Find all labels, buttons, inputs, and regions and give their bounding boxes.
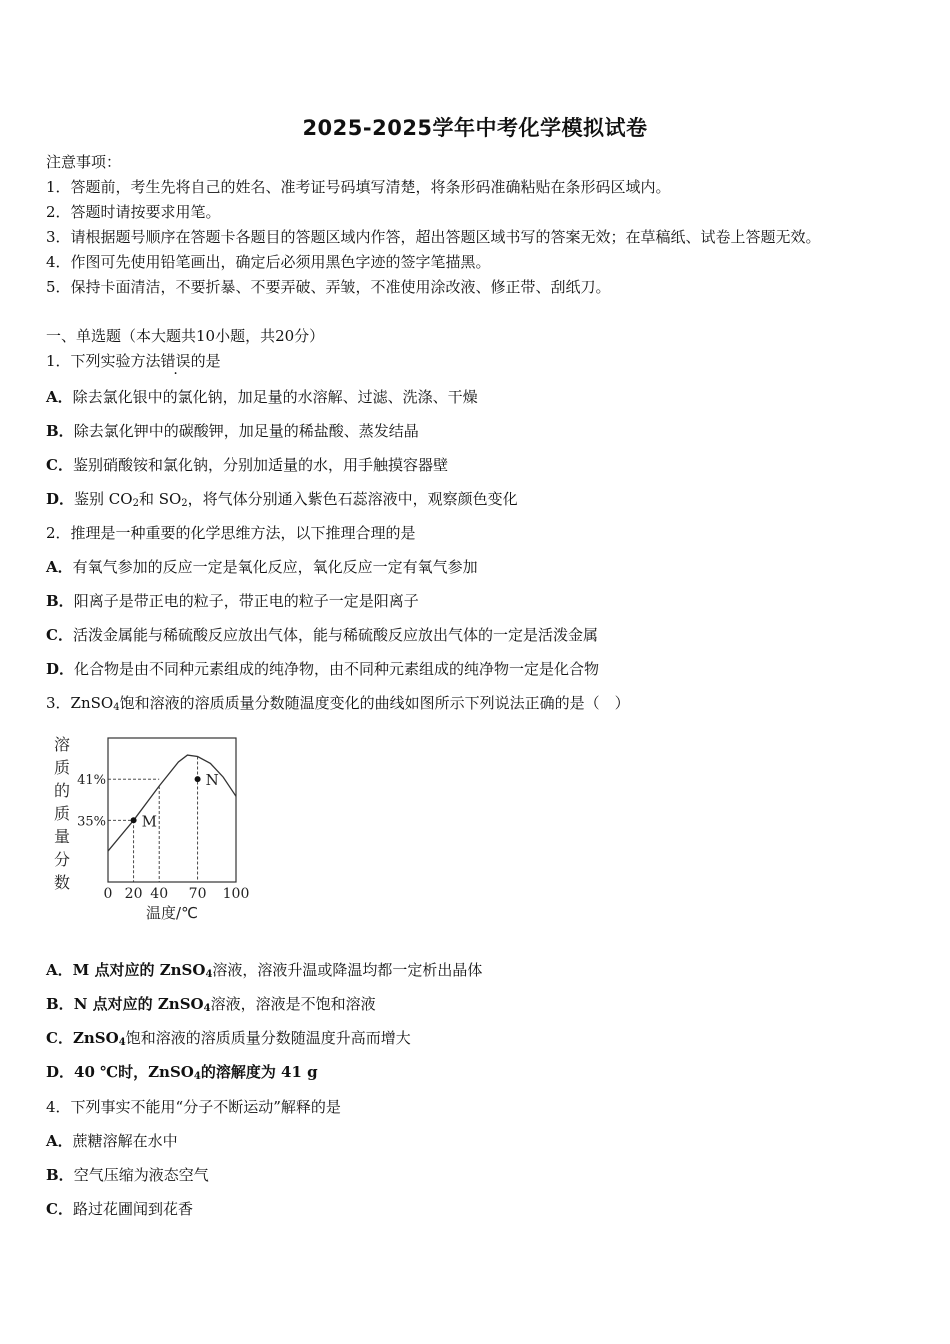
option-text: 活泼金属能与稀硫酸反应放出气体，能与稀硫酸反应放出气体的一定是活泼金属 xyxy=(72,626,598,644)
point-label: N xyxy=(205,771,219,790)
option-text: 阳离子是带正电的粒子，带正电的粒子一定是阳离子 xyxy=(73,592,419,610)
question-3-stem xyxy=(46,693,630,718)
subscript: 2 xyxy=(132,498,139,509)
option-letter: C． xyxy=(46,1200,73,1218)
q2-option-b[interactable] xyxy=(46,591,419,611)
y-axis-label-char: 溶 xyxy=(53,735,71,754)
q1-option-a[interactable] xyxy=(46,387,478,407)
notice-item: 5．保持卡面清洁，不要折暴、不要弄破、弄皱，不准使用涂改液、修正带、刮纸刀。 xyxy=(46,278,611,296)
q2-option-c[interactable] xyxy=(46,625,598,645)
q1-option-c[interactable] xyxy=(46,455,448,475)
subscript: 4 xyxy=(205,969,213,980)
x-tick-label: 40 xyxy=(150,886,169,902)
data-curve xyxy=(108,755,236,851)
q1-option-d[interactable] xyxy=(46,489,518,514)
y-tick-labels xyxy=(77,773,106,829)
notice-item: 2．答题时请按要求用笔。 xyxy=(46,203,221,221)
stem-text: 饱和溶液的溶质质量分数随温度变化的曲线如图所示下列说法正确的是（ ） xyxy=(119,694,630,712)
option-text: 的溶解度为 41 g xyxy=(200,1063,318,1081)
option-letter: B． xyxy=(46,1166,74,1184)
option-letter: A． xyxy=(46,558,73,576)
x-tick-labels xyxy=(104,886,250,902)
option-letter: C． xyxy=(46,626,73,644)
option-text: 蔗糖溶解在水中 xyxy=(72,1132,178,1150)
option-letter: C． xyxy=(46,456,73,474)
q3-option-c[interactable] xyxy=(46,1028,411,1053)
section-heading: 一、单选题（本大题共10小题，共20分） xyxy=(46,327,325,345)
option-text: N 点对应的 ZnSO xyxy=(73,995,204,1013)
option-letter: C． xyxy=(46,1029,73,1047)
option-text: 路过花圃闻到花香 xyxy=(72,1200,193,1218)
y-tick-label: 41% xyxy=(77,773,106,789)
x-tick-label: 70 xyxy=(188,886,207,902)
question-4-stem: 4．下列事实不能用“分子不断运动”解释的是 xyxy=(46,1098,341,1116)
subscript: 4 xyxy=(118,1037,126,1048)
point-m xyxy=(131,817,137,823)
option-text: ，将气体分别通入紫色石蕊溶液中，观察颜色变化 xyxy=(187,490,518,508)
notice-heading: 注意事项： xyxy=(46,153,122,171)
y-axis-label-char: 的 xyxy=(53,781,71,800)
q4-option-b[interactable] xyxy=(46,1165,209,1185)
y-axis-label-char: 量 xyxy=(53,827,71,846)
subscript: 4 xyxy=(193,1071,201,1082)
subscript: 4 xyxy=(203,1003,211,1014)
x-tick-label: 0 xyxy=(103,886,113,902)
option-text: ZnSO xyxy=(72,1029,119,1047)
option-text: 化合物是由不同种元素组成的纯净物，由不同种元素组成的纯净物一定是化合物 xyxy=(74,660,600,678)
option-letter: A． xyxy=(46,1132,73,1150)
x-axis-label: 温度/℃ xyxy=(146,904,198,922)
y-axis-label xyxy=(54,735,70,892)
notice-item: 3．请根据题号顺序在答题卡各题目的答题区域内作答，超出答题区域书写的答案无效；在草稿纸、试卷上答题无效。 xyxy=(46,228,821,246)
y-axis-label-char: 质 xyxy=(53,804,71,823)
q3-option-d[interactable] xyxy=(46,1062,318,1087)
plot-frame xyxy=(108,738,236,882)
subscript: 2 xyxy=(181,498,188,509)
solubility-chart xyxy=(48,730,258,930)
y-axis-label-char: 质 xyxy=(53,758,71,777)
y-axis-label-char: 分 xyxy=(53,850,71,869)
q1-option-b[interactable] xyxy=(46,421,419,441)
question-1-stem xyxy=(46,351,221,371)
option-text: 饱和溶液的溶质质量分数随温度升高而增大 xyxy=(125,1029,411,1047)
option-letter: D． xyxy=(46,490,75,508)
option-text: 有氧气参加的反应一定是氧化反应，氧化反应一定有氧气参加 xyxy=(72,558,478,576)
q2-option-d[interactable] xyxy=(46,659,599,679)
point-label: M xyxy=(141,812,157,831)
subscript: 4 xyxy=(113,702,120,713)
y-axis-label-char: 数 xyxy=(53,873,71,892)
stem-text: 的是 xyxy=(190,352,221,370)
notice-item: 4．作图可先使用铅笔画出，确定后必须用黑色字迹的签字笔描黑。 xyxy=(46,253,491,271)
option-letter: B． xyxy=(46,995,74,1013)
option-text: 和 SO xyxy=(138,490,182,508)
option-text: 40 ℃时，ZnSO xyxy=(74,1063,194,1081)
stem-text: 1．下列实验方法 xyxy=(46,352,161,370)
data-points xyxy=(131,771,219,830)
option-letter: D． xyxy=(46,660,75,678)
option-text: 除去氯化银中的氯化钠，加足量的水溶解、过滤、洗涤、干燥 xyxy=(72,388,478,406)
option-text: 鉴别 CO xyxy=(74,490,133,508)
x-tick-label: 100 xyxy=(222,886,250,902)
option-text: 鉴别硝酸铵和氯化钠，分别加适量的水，用手触摸容器壁 xyxy=(72,456,448,474)
option-letter: B． xyxy=(46,592,74,610)
option-text: 溶液，溶液升温或降温均都一定析出晶体 xyxy=(212,961,483,979)
option-letter: D． xyxy=(46,1063,75,1081)
option-text: 溶液，溶液是不饱和溶液 xyxy=(210,995,376,1013)
stem-text: 3．ZnSO xyxy=(46,694,114,712)
option-letter: A． xyxy=(46,388,73,406)
point-n xyxy=(195,776,201,782)
y-tick-label: 35% xyxy=(77,814,106,830)
q3-option-a[interactable] xyxy=(46,960,482,985)
q3-option-b[interactable] xyxy=(46,994,376,1019)
option-letter: B． xyxy=(46,422,74,440)
emphasis-text: 错误 xyxy=(160,352,191,370)
question-2-stem: 2．推理是一种重要的化学思维方法，以下推理合理的是 xyxy=(46,524,416,542)
x-tick-label: 20 xyxy=(124,886,143,902)
notice-item: 1．答题前，考生先将自己的姓名、准考证号码填写清楚，将条形码准确粘贴在条形码区域内。 xyxy=(46,178,671,196)
option-letter: A． xyxy=(46,961,73,979)
q4-option-c[interactable] xyxy=(46,1199,193,1219)
option-text: M 点对应的 ZnSO xyxy=(72,961,206,979)
option-text: 空气压缩为液态空气 xyxy=(73,1166,209,1184)
option-text: 除去氯化钾中的碳酸钾，加足量的稀盐酸、蒸发结晶 xyxy=(73,422,419,440)
q2-option-a[interactable] xyxy=(46,557,478,577)
q4-option-a[interactable] xyxy=(46,1131,178,1151)
page-title: 2025-2025学年中考化学模拟试卷 xyxy=(302,116,648,140)
